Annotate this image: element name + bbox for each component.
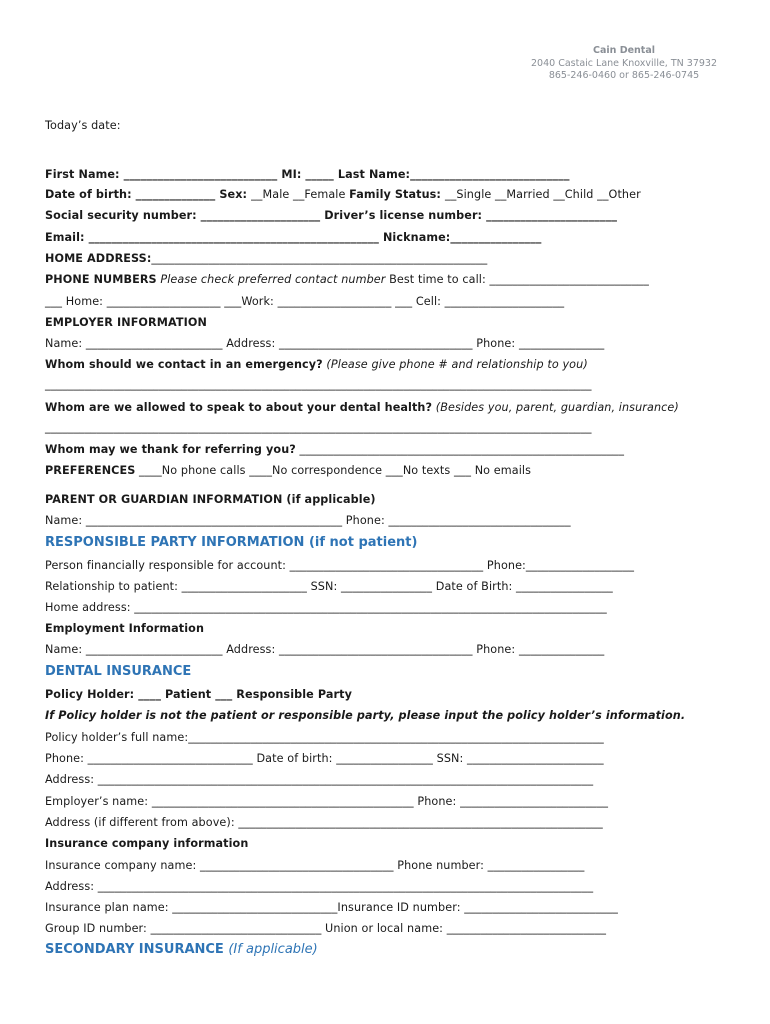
dental-health-blank[interactable]: ________________________________________________________________________________________________: [45, 421, 592, 434]
dental-health-question: [45, 401, 679, 414]
policy-full-name-row[interactable]: Policy holder’s full name:_________________________________________________________________________: [45, 731, 604, 744]
employer-row[interactable]: Name: ________________________ Address: __________________________________ Phone: _______________: [45, 337, 605, 350]
group-id-row[interactable]: Group ID number: ______________________________ Union or local name: ____________________________: [45, 922, 607, 935]
family-status-options[interactable]: __Single __Married __Child __Other: [445, 188, 641, 201]
dental-health-label: Whom are we allowed to speak to about your dental health?: [45, 401, 433, 414]
policy-phone-row[interactable]: Phone: _____________________________ Date of birth: _________________ SSN: ________________________: [45, 752, 604, 765]
preferences-options[interactable]: ____No phone calls ____No correspondence ___No texts ___ No emails: [135, 464, 532, 477]
policy-address2-row[interactable]: Address (if different from above): ________________________________________________________________: [45, 816, 603, 829]
emergency-blank[interactable]: ________________________________________________________________________________________________: [45, 378, 592, 391]
referral-label: Whom may we thank for referring you?: [45, 443, 296, 456]
home-address-row[interactable]: [45, 252, 487, 265]
insurance-address-row[interactable]: Address: _______________________________________________________________________________________: [45, 880, 594, 893]
insurance-plan-row[interactable]: Insurance plan name: _____________________________Insurance ID number: ___________________________: [45, 901, 618, 914]
referral-blank[interactable]: _________________________________________________________: [295, 443, 625, 456]
employment-row[interactable]: Name: ________________________ Address: __________________________________ Phone: _______________: [45, 643, 605, 656]
policy-employer-row[interactable]: Employer’s name: ______________________________________________ Phone: __________________________: [45, 795, 609, 808]
email-nickname-row[interactable]: Email: ___________________________________________________ Nickname:________________: [45, 231, 542, 244]
practice-name: Cain Dental: [592, 45, 655, 56]
dob-row[interactable]: [45, 188, 641, 201]
emergency-label: Whom should we contact in an emergency?: [45, 358, 323, 371]
practice-phones: 865-246-0460 or 865-246-0745: [548, 70, 700, 81]
practice-address: 2040 Castaic Lane Knoxville, TN 37932: [531, 57, 717, 69]
insurance-company-row[interactable]: Insurance company name: __________________________________ Phone number: _________________: [45, 859, 585, 872]
emergency-note: (Please give phone # and relationship to you): [322, 358, 588, 371]
ssn-license-row[interactable]: Social security number: _____________________ Driver’s license number: _______________________: [45, 209, 618, 222]
referral-row[interactable]: [45, 443, 624, 456]
dental-insurance-title: DENTAL INSURANCE: [45, 664, 192, 679]
sex-options[interactable]: __Male __Female: [251, 188, 350, 201]
home-address-blank[interactable]: ___________________________________________________________: [151, 252, 488, 265]
todays-date-label[interactable]: Today’s date:: [45, 119, 121, 132]
best-time-field[interactable]: Best time to call: ____________________________: [385, 273, 649, 286]
home-work-cell-row[interactable]: ___ Home: ____________________ ___Work: ____________________ ___ Cell: _____________________: [45, 295, 565, 308]
phone-numbers-row: [45, 273, 649, 286]
responsible-relationship-row[interactable]: Relationship to patient: ______________________ SSN: ________________ Date of Birth: _________________: [45, 580, 613, 593]
policy-address-row[interactable]: Address: _______________________________________________________________________________________: [45, 773, 594, 786]
preferences-label: PREFERENCES: [45, 464, 136, 477]
emergency-contact-question: [45, 358, 588, 371]
practice-header: [524, 45, 724, 83]
insurance-company-heading: Insurance company information: [45, 837, 249, 850]
responsible-home-row[interactable]: Home address: ___________________________________________________________________________________: [45, 601, 607, 614]
secondary-insurance-label: SECONDARY INSURANCE: [45, 942, 224, 957]
parent-guardian-heading: PARENT OR GUARDIAN INFORMATION (if applicable): [45, 493, 376, 506]
policy-holder-note: If Policy holder is not the patient or responsible party, please input the policy holder’s information.: [45, 709, 686, 722]
parent-guardian-row[interactable]: Name: _____________________________________________ Phone: ________________________________: [45, 514, 571, 527]
phone-numbers-note: Please check preferred contact number: [156, 273, 386, 286]
employer-info-heading: EMPLOYER INFORMATION: [45, 316, 207, 329]
name-row[interactable]: First Name: ___________________________ MI: _____ Last Name:____________________________: [45, 168, 570, 181]
responsible-party-title: RESPONSIBLE PARTY INFORMATION (if not patient): [45, 535, 418, 550]
family-status-label: Family Status:: [349, 188, 445, 201]
responsible-account-row[interactable]: Person financially responsible for account: __________________________________ Phone:___________________: [45, 559, 635, 572]
policy-holder-row[interactable]: Policy Holder: ____ Patient ___ Responsible Party: [45, 688, 352, 701]
dental-health-note: (Besides you, parent, guardian, insurance): [432, 401, 679, 414]
phone-numbers-label: PHONE NUMBERS: [45, 273, 157, 286]
preferences-row[interactable]: [45, 464, 531, 477]
employment-info-heading: Employment Information: [45, 622, 205, 635]
secondary-insurance-note: (If applicable): [228, 942, 318, 957]
secondary-insurance-title: [45, 942, 318, 957]
dob-sex-label: Date of birth: ______________ Sex:: [45, 188, 252, 201]
home-address-label: HOME ADDRESS:: [45, 252, 152, 265]
